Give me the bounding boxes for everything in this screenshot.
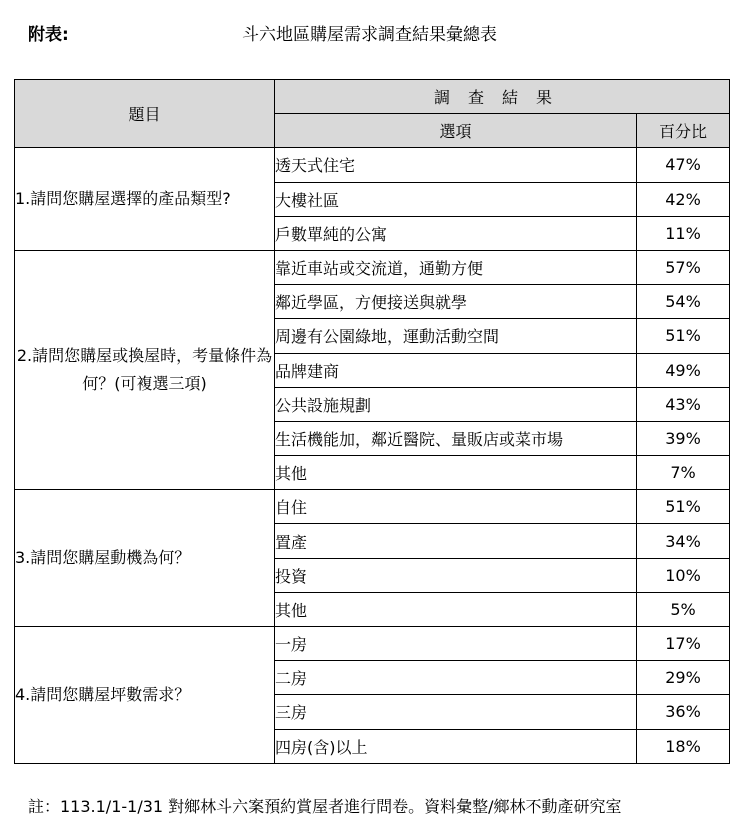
percent-cell: 34% <box>637 524 730 558</box>
header-percent: 百分比 <box>637 114 730 148</box>
table-row <box>15 490 730 524</box>
option-cell: 公共設施規劃 <box>275 387 637 421</box>
percent-cell: 43% <box>637 387 730 421</box>
option-cell: 大樓社區 <box>275 182 637 216</box>
table-row <box>15 627 730 661</box>
percent-cell: 51% <box>637 319 730 353</box>
table-row <box>15 250 730 284</box>
option-cell: 一房 <box>275 627 637 661</box>
percent-cell: 29% <box>637 661 730 695</box>
option-cell: 其他 <box>275 592 637 626</box>
percent-cell: 54% <box>637 285 730 319</box>
survey-results-table <box>14 79 730 764</box>
question-cell: 2.請問您購屋或換屋時，考量條件為何？(可複選三項) <box>15 250 275 489</box>
option-cell: 品牌建商 <box>275 353 637 387</box>
percent-cell: 39% <box>637 421 730 455</box>
table-body <box>15 148 730 763</box>
percent-cell: 5% <box>637 592 730 626</box>
header-survey-results: 調查結果 <box>275 80 730 114</box>
document-title: 斗六地區購屋需求調查結果彙總表 <box>242 25 497 45</box>
percent-cell: 57% <box>637 250 730 284</box>
table-row <box>15 148 730 182</box>
header-topic: 題目 <box>15 80 275 148</box>
percent-cell: 47% <box>637 148 730 182</box>
option-cell: 透天式住宅 <box>275 148 637 182</box>
percent-cell: 36% <box>637 695 730 729</box>
percent-cell: 18% <box>637 729 730 763</box>
appendix-label: 附表: <box>28 25 69 45</box>
percent-cell: 17% <box>637 627 730 661</box>
option-cell: 周邊有公園綠地，運動活動空間 <box>275 319 637 353</box>
header-row-top <box>15 80 730 114</box>
percent-cell: 7% <box>637 456 730 490</box>
percent-cell: 10% <box>637 558 730 592</box>
question-cell: 1.請問您購屋選擇的產品類型? <box>15 148 275 251</box>
option-cell: 靠近車站或交流道，通勤方便 <box>275 250 637 284</box>
percent-cell: 42% <box>637 182 730 216</box>
option-cell: 置產 <box>275 524 637 558</box>
option-cell: 其他 <box>275 456 637 490</box>
option-cell: 四房(含)以上 <box>275 729 637 763</box>
percent-cell: 51% <box>637 490 730 524</box>
option-cell: 自住 <box>275 490 637 524</box>
option-cell: 三房 <box>275 695 637 729</box>
footnote: 註：113.1/1-1/31 對鄉林斗六案預約賞屋者進行問卷。資料彙整/鄉林不動產研究室 <box>28 797 622 816</box>
option-cell: 戶數單純的公寓 <box>275 216 637 250</box>
option-cell: 鄰近學區，方便接送與就學 <box>275 285 637 319</box>
option-cell: 生活機能加，鄰近醫院、量販店或菜市場 <box>275 421 637 455</box>
question-cell: 3.請問您購屋動機為何？ <box>15 490 275 627</box>
option-cell: 投資 <box>275 558 637 592</box>
percent-cell: 49% <box>637 353 730 387</box>
question-cell: 4.請問您購屋坪數需求？ <box>15 627 275 764</box>
option-cell: 二房 <box>275 661 637 695</box>
percent-cell: 11% <box>637 216 730 250</box>
header-option: 選項 <box>275 114 637 148</box>
